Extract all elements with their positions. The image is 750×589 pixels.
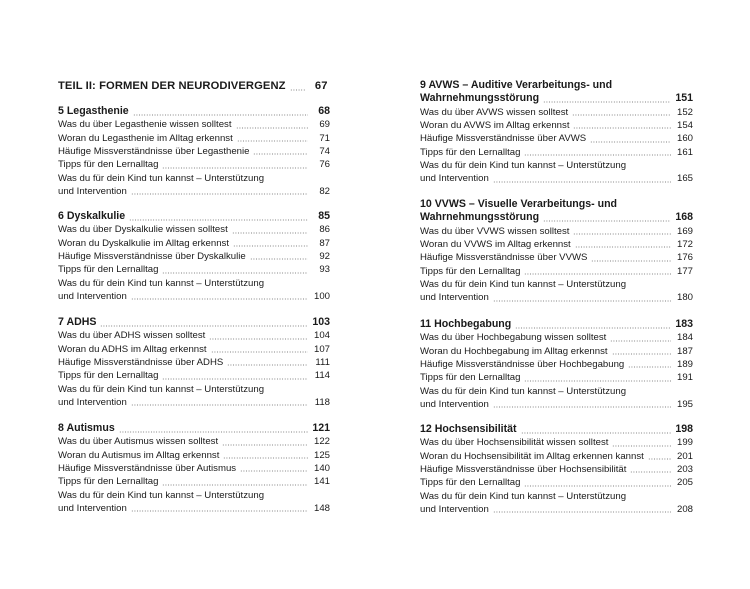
dot-leader: [572, 114, 671, 116]
toc-entry[interactable]: [420, 345, 693, 358]
toc-entry-continued: [420, 490, 693, 503]
toc-entry-label: Was du über Dyskalkulie wissen solltest: [58, 224, 228, 236]
toc-entry-label: Häufige Missverständnisse über Legasthenie: [58, 145, 250, 157]
dot-leader: [612, 445, 671, 447]
chapter-heading-page-number: 151: [675, 92, 693, 105]
chapter-heading-page-number: 103: [312, 316, 330, 328]
dot-leader: [100, 325, 308, 327]
toc-entry-page-number: 208: [676, 503, 693, 515]
toc-entry[interactable]: [58, 369, 330, 382]
dot-leader: [493, 181, 671, 183]
toc-entry-page-number: 82: [319, 185, 330, 197]
toc-entry-label: Tipps für den Lernalltag: [58, 476, 159, 488]
toc-entry-page-number: 195: [676, 398, 693, 410]
toc-entry[interactable]: [420, 358, 693, 371]
chapter-heading-label: 7 ADHS: [58, 316, 97, 328]
toc-entry[interactable]: [58, 237, 330, 250]
toc-entry-page-number: 184: [676, 332, 693, 344]
toc-entry-label: Was du über AVWS wissen solltest: [420, 106, 569, 118]
toc-entry-label: Was du über Autismus wissen solltest: [58, 436, 219, 448]
toc-entry-label: Häufige Missverständnisse über Hochbegabung: [420, 358, 625, 370]
part-heading[interactable]: [58, 80, 330, 93]
toc-entry-label: und Intervention: [420, 292, 489, 304]
chapter-heading-label: 8 Autismus: [58, 422, 115, 434]
toc-entry-continued-label: Was du für dein Kind tun kannst – Unterstützung: [420, 278, 627, 290]
toc-entry-page-number: 172: [676, 238, 693, 250]
toc-entry-label: Woran du Autismus im Alltag erkennst: [58, 449, 220, 461]
dot-leader: [524, 154, 671, 156]
toc-entry-page-number: 111: [315, 356, 330, 368]
toc-entry-continued: [58, 277, 330, 290]
dot-leader: [590, 141, 671, 143]
toc-entry-continued-label: Was du für dein Kind tun kannst – Unterstützung: [58, 172, 265, 184]
toc-entry-label: Was du über Hochsensibilität wissen solltest: [420, 437, 609, 449]
chapter-heading-line1: [420, 79, 693, 92]
dot-leader: [612, 353, 671, 355]
dot-leader: [524, 485, 671, 487]
dot-leader: [290, 89, 306, 91]
toc-entry-page-number: 92: [319, 250, 330, 262]
chapter-heading[interactable]: [420, 318, 693, 331]
toc-entry-continued: [58, 383, 330, 396]
chapter-heading-label: Wahrnehmungsstörung: [420, 92, 540, 105]
chapter-heading-line1: [420, 198, 693, 211]
toc-entry-continued-label: Was du für dein Kind tun kannst – Unterstützung: [420, 159, 627, 171]
toc-entry[interactable]: [58, 250, 330, 263]
chapter-heading[interactable]: [58, 105, 330, 118]
toc-entry[interactable]: [420, 106, 693, 119]
toc-entry-label: und Intervention: [420, 398, 489, 410]
toc-entry-continued-label: Was du für dein Kind tun kannst – Unterstützung: [420, 490, 627, 502]
dot-leader: [209, 338, 308, 340]
toc-entry[interactable]: [58, 290, 330, 303]
dot-leader: [573, 127, 671, 129]
toc-entry-label: Was du über Hochbegabung wissen solltest: [420, 332, 607, 344]
dot-leader: [240, 470, 308, 472]
toc-entry-page-number: 86: [319, 224, 330, 236]
toc-entry[interactable]: [420, 476, 693, 489]
toc-entry[interactable]: [420, 119, 693, 132]
toc-entry-label: Häufige Missverständnisse über Hochsensibilität: [420, 463, 627, 475]
toc-entry[interactable]: [420, 331, 693, 344]
toc-entry[interactable]: [58, 223, 330, 236]
toc-entry-page-number: 176: [676, 252, 693, 264]
toc-entry-continued-label: Was du für dein Kind tun kannst – Unterstützung: [58, 383, 265, 395]
dot-leader: [236, 127, 309, 129]
dot-leader: [223, 457, 308, 459]
dot-leader: [493, 300, 671, 302]
toc-entry-label: Tipps für den Lernalltag: [420, 372, 521, 384]
toc-entry[interactable]: [58, 435, 330, 448]
dot-leader: [575, 246, 671, 248]
toc-entry-label: Tipps für den Lernalltag: [58, 159, 159, 171]
toc-entry[interactable]: [420, 172, 693, 185]
toc-entry[interactable]: [58, 145, 330, 158]
toc-entry[interactable]: [58, 356, 330, 369]
dot-leader: [630, 471, 671, 473]
toc-entry[interactable]: [58, 462, 330, 475]
toc-entry-label: und Intervention: [58, 396, 127, 408]
dot-leader: [131, 510, 308, 512]
chapter-heading-page-number: 198: [675, 423, 693, 435]
part-heading-label: TEIL II: FORMEN DER NEURODIVERGENZ: [58, 80, 286, 92]
toc-entry-page-number: 169: [676, 225, 693, 237]
dot-leader: [227, 364, 308, 366]
toc-entry[interactable]: [420, 251, 693, 264]
toc-entry-label: Woran du ADHS im Alltag erkennst: [58, 343, 207, 355]
dot-leader: [222, 444, 308, 446]
toc-entry-page-number: 141: [313, 476, 330, 488]
toc-entry[interactable]: [58, 158, 330, 171]
toc-entry[interactable]: [420, 146, 693, 159]
toc-entry[interactable]: [420, 132, 693, 145]
dot-leader: [524, 380, 671, 382]
toc-entry-label: Tipps für den Lernalltag: [58, 264, 159, 276]
toc-entry-page-number: 177: [676, 265, 693, 277]
dot-leader: [232, 232, 308, 234]
toc-entry-label: Woran du Hochsensibilität im Alltag erkennen kannst: [420, 450, 644, 462]
toc-entry-label: Tipps für den Lernalltag: [58, 370, 159, 382]
chapter-heading-page-number: 168: [675, 211, 693, 224]
chapter-heading[interactable]: [58, 422, 330, 435]
toc-entry-continued-label: Was du für dein Kind tun kannst – Unterstützung: [58, 489, 265, 501]
toc-entry-page-number: 93: [319, 264, 330, 276]
toc-entry[interactable]: [420, 291, 693, 304]
toc-entry[interactable]: [58, 502, 330, 515]
toc-entry-page-number: 76: [319, 159, 330, 171]
dot-leader: [131, 193, 308, 195]
dot-leader: [493, 511, 671, 513]
chapter-heading-page-number: 85: [318, 210, 330, 222]
toc-entry-label: Woran du Dyskalkulie im Alltag erkennst: [58, 237, 229, 249]
toc-entry-page-number: 107: [313, 343, 330, 355]
toc-entry-continued: [420, 159, 693, 172]
toc-entry-continued-label: Was du für dein Kind tun kannst – Unterstützung: [420, 385, 627, 397]
chapter-heading-line1-label: 9 AVWS – Auditive Verarbeitungs- und: [420, 79, 613, 91]
chapter-heading-label: 12 Hochsensibilität: [420, 423, 517, 435]
chapter-heading[interactable]: [420, 92, 693, 105]
dot-leader: [610, 340, 671, 342]
chapter-heading-label: 11 Hochbegabung: [420, 318, 512, 330]
dot-leader: [162, 272, 308, 274]
chapter-heading-line1-label: 10 VVWS – Visuelle Verarbeitungs- und: [420, 198, 618, 210]
toc-entry-label: Häufige Missverständnisse über ADHS: [58, 356, 224, 368]
chapter-heading-label: Wahrnehmungsstörung: [420, 211, 540, 224]
toc-entry-page-number: 125: [313, 449, 330, 461]
toc-entry-page-number: 205: [676, 477, 693, 489]
toc-entry-page-number: 69: [319, 119, 330, 131]
dot-leader: [233, 245, 308, 247]
chapter-heading-page-number: 68: [318, 105, 330, 117]
dot-leader: [133, 114, 308, 116]
dot-leader: [162, 378, 308, 380]
toc-entry-page-number: 203: [676, 463, 693, 475]
toc-entry-page-number: 87: [319, 237, 330, 249]
dot-leader: [573, 233, 671, 235]
toc-entry-label: Häufige Missverständnisse über Dyskalkulie: [58, 250, 246, 262]
toc-entry-page-number: 104: [313, 330, 330, 342]
toc-entry-label: und Intervention: [58, 290, 127, 302]
chapter-heading[interactable]: [420, 423, 693, 436]
toc-entry-page-number: 118: [314, 396, 330, 408]
toc-entry-page-number: 161: [676, 146, 693, 158]
dot-leader: [237, 140, 308, 142]
toc-entry-label: Was du über ADHS wissen solltest: [58, 330, 206, 342]
toc-entry-page-number: 187: [676, 345, 693, 357]
toc-entry[interactable]: [420, 225, 693, 238]
toc-entry-page-number: 140: [313, 462, 330, 474]
toc-entry-label: Was du über VVWS wissen solltest: [420, 225, 570, 237]
toc-entry-label: Woran du Hochbegabung im Alltag erkennst: [420, 345, 608, 357]
toc-entry-label: Woran du Legasthenie im Alltag erkennst: [58, 132, 233, 144]
toc-entry-label: Woran du AVWS im Alltag erkennst: [420, 119, 570, 131]
dot-leader: [131, 298, 308, 300]
part-heading-page-number: 67: [314, 80, 328, 92]
dot-leader: [591, 260, 671, 262]
toc-entry[interactable]: [58, 263, 330, 276]
toc-entry[interactable]: [420, 503, 693, 516]
toc-entry-page-number: 100: [313, 290, 330, 302]
dot-leader: [493, 406, 671, 408]
toc-entry-page-number: 199: [676, 437, 693, 449]
toc-entry-label: Tipps für den Lernalltag: [420, 477, 521, 489]
toc-entry[interactable]: [420, 436, 693, 449]
toc-entry-label: Was du über Legasthenie wissen solltest: [58, 119, 232, 131]
toc-entry[interactable]: [420, 398, 693, 411]
toc-entry-label: Tipps für den Lernalltag: [420, 265, 521, 277]
toc-entry-page-number: 165: [676, 173, 693, 185]
dot-leader: [211, 351, 308, 353]
toc-entry[interactable]: [58, 118, 330, 131]
toc-entry[interactable]: [58, 396, 330, 409]
dot-leader: [162, 484, 308, 486]
toc-entry-page-number: 201: [676, 450, 693, 462]
toc-entry-page-number: 154: [676, 119, 693, 131]
toc-entry[interactable]: [58, 329, 330, 342]
toc-entry-page-number: 180: [676, 292, 693, 304]
toc-entry-continued-label: Was du für dein Kind tun kannst – Unterstützung: [58, 277, 265, 289]
chapter-heading[interactable]: [58, 316, 330, 329]
dot-leader: [250, 258, 308, 260]
toc-entry-label: Häufige Missverständnisse über AVWS: [420, 133, 587, 145]
chapter-heading[interactable]: [420, 211, 693, 224]
dot-leader: [119, 431, 308, 433]
dot-leader: [253, 153, 308, 155]
toc-entry-continued: [58, 172, 330, 185]
toc-entry-page-number: 189: [676, 358, 693, 370]
dot-leader: [628, 366, 671, 368]
toc-entry-page-number: 74: [319, 145, 330, 157]
toc-entry-continued: [58, 489, 330, 502]
toc-entry-page-number: 148: [313, 502, 330, 514]
toc-entry-page-number: 152: [676, 106, 693, 118]
toc-entry-label: Häufige Missverständnisse über Autismus: [58, 462, 237, 474]
toc-entry-label: und Intervention: [58, 185, 127, 197]
toc-entry-label: und Intervention: [58, 502, 127, 514]
chapter-heading-label: 5 Legasthenie: [58, 105, 129, 117]
toc-entry[interactable]: [420, 463, 693, 476]
toc-entry[interactable]: [420, 450, 693, 463]
dot-leader: [648, 458, 671, 460]
toc-entry[interactable]: [58, 475, 330, 488]
toc-entry[interactable]: [420, 265, 693, 278]
toc-entry-continued: [420, 385, 693, 398]
toc-entry-label: Häufige Missverständnisse über VVWS: [420, 252, 588, 264]
toc-entry[interactable]: [58, 449, 330, 462]
toc-entry-label: und Intervention: [420, 503, 489, 515]
toc-entry-page-number: 114: [314, 370, 330, 382]
dot-leader: [129, 219, 308, 221]
toc-entry-label: Woran du VVWS im Alltag erkennst: [420, 238, 571, 250]
chapter-heading-page-number: 121: [312, 422, 330, 434]
dot-leader: [543, 101, 671, 103]
toc-entry[interactable]: [58, 343, 330, 356]
toc-entry[interactable]: [58, 185, 330, 198]
dot-leader: [524, 273, 671, 275]
dot-leader: [515, 327, 671, 329]
chapter-heading-page-number: 183: [675, 318, 693, 330]
toc-entry[interactable]: [420, 371, 693, 384]
toc-entry-label: Tipps für den Lernalltag: [420, 146, 521, 158]
dot-leader: [162, 167, 308, 169]
toc-entry-page-number: 71: [319, 132, 330, 144]
toc-entry[interactable]: [420, 238, 693, 251]
toc-entry[interactable]: [58, 132, 330, 145]
toc-entry-label: und Intervention: [420, 173, 489, 185]
toc-entry-page-number: 122: [313, 436, 330, 448]
chapter-heading-label: 6 Dyskalkulie: [58, 210, 126, 222]
toc-entry-continued: [420, 278, 693, 291]
dot-leader: [131, 404, 308, 406]
toc-entry-page-number: 160: [676, 133, 693, 145]
chapter-heading[interactable]: [58, 210, 330, 223]
dot-leader: [543, 220, 671, 222]
toc-entry-page-number: 191: [676, 372, 693, 384]
dot-leader: [521, 432, 671, 434]
